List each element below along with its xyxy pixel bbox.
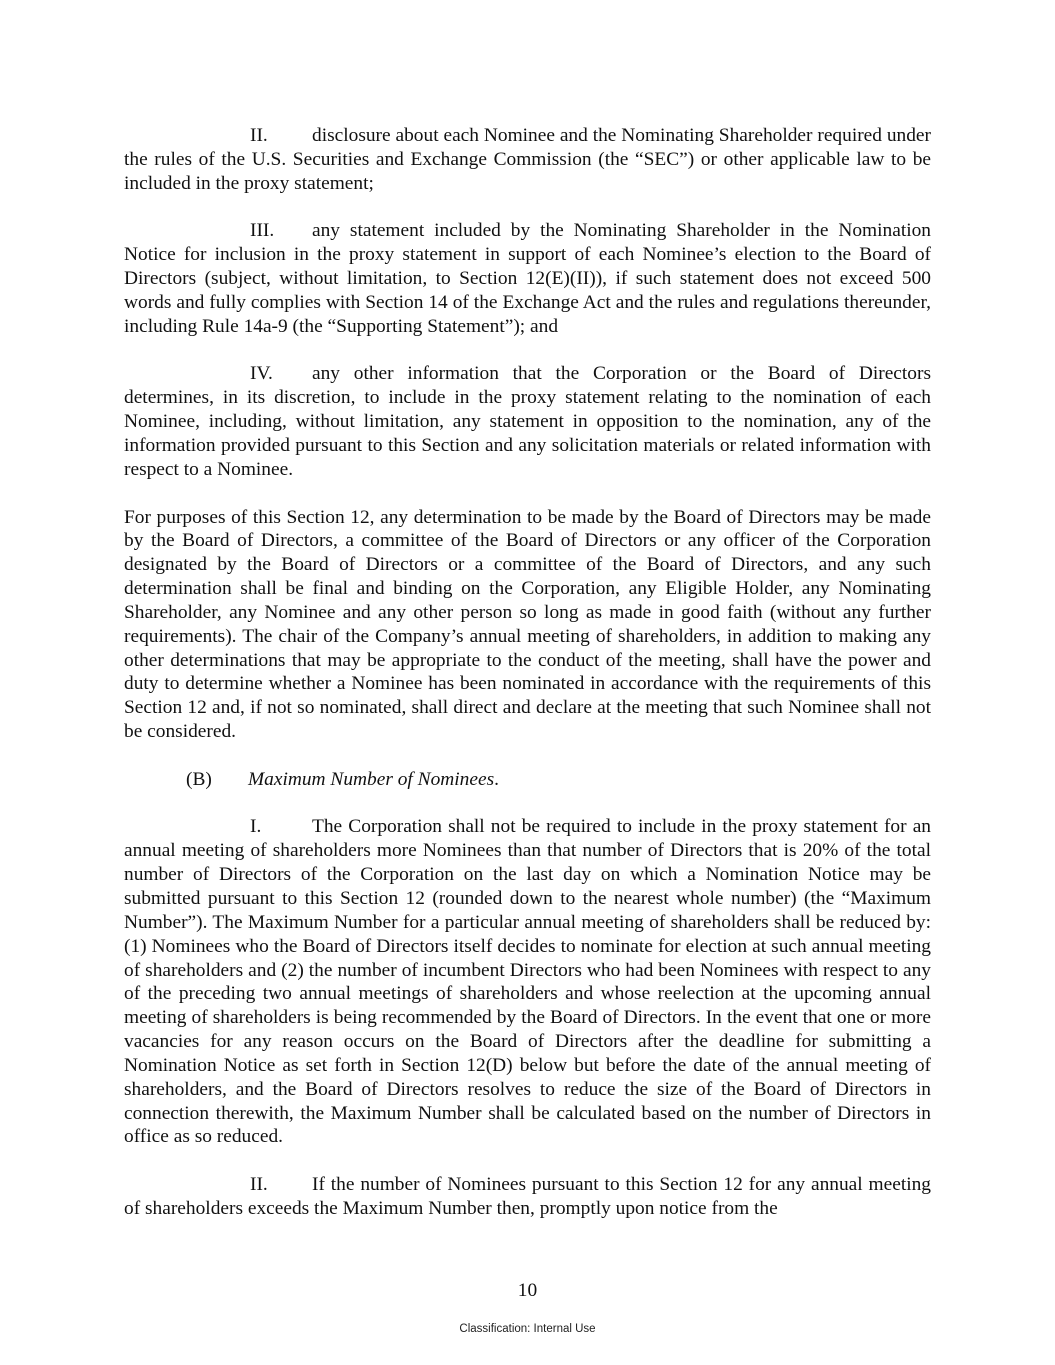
document-body: [124, 124, 931, 1245]
heading-number: (B): [186, 768, 212, 790]
paragraph-number: II.: [250, 125, 268, 146]
section-heading-b: [124, 768, 931, 792]
paragraph-text: disclosure about each Nominee and the Nominating Shareholder required under the rules of the U.S. Securities and Exchange Commission (the “SEC”) or other applicable law to be included in the proxy statement;: [124, 125, 931, 194]
paragraph-text: any statement included by the Nominating Shareholder in the Nomination Notice for inclusion in the proxy statement in support of each Nominee’s election to the Board of Directors (subject, without limitation, to Section 12(E)(II)), if such statement does not exceed 500 words and fully complies with Section 14 of the Exchange Act and the rules and regulations thereunder, including Rule 14a-9 (the “Supporting Statement”); and: [124, 220, 931, 337]
paragraph-ii: [124, 124, 931, 196]
page-number: 10: [517, 1280, 538, 1301]
paragraph-number: IV.: [250, 363, 273, 385]
paragraph-b-ii: [124, 1173, 931, 1221]
paragraph-purposes: [124, 506, 931, 744]
heading-trail: .: [494, 768, 499, 790]
paragraph-text: The Corporation shall not be required to include in the proxy statement for an annual meeting of shareholders more Nominees than that number of Directors that is 20% of the total number of Directors of the Corporation on the last day on which a Nomination Notice may be submitted pursuant to this Section 12 (rounded down to the nearest whole number) (the “Maximum Number”). The Maximum Number for a particular annual meeting of shareholders shall be reduced by: (1) Nominees who the Board of Directors itself decides to nominate for election at such annual meeting of shareholders and (2) the number of incumbent Directors who had been Nominees with respect to any of the preceding two annual meetings of shareholders and whose reelection at the upcoming annual meeting of shareholders is being recommended by the Board of Directors. In the event that one or more vacancies for any reason occurs on the Board of Directors after the deadline for submitting a Nomination Notice as set forth in Section 12(D) below but before the date of the annual meeting of shareholders, and the Board of Directors resolves to reduce the size of the Board of Directors in connection therewith, the Maximum Number shall be calculated based on the number of Directors in office as so reduced.: [124, 816, 931, 1148]
paragraph-number: I.: [250, 816, 262, 838]
paragraph-text: any other information that the Corporation or the Board of Directors determines, in its discretion, to include in the proxy statement relating to the nomination of each Nominee, including, without limitation, any statement in opposition to the nomination, any of the information provided pursuant to this Section and any solicitation materials or related information with respect to a Nominee.: [124, 363, 931, 480]
paragraph-b-i: [124, 815, 931, 1149]
paragraph-number: III.: [250, 220, 275, 242]
paragraph-text: If the number of Nominees pursuant to this Section 12 for any annual meeting of shareholders exceeds the Maximum Number then, promptly upon notice from the: [124, 1174, 931, 1219]
paragraph-number: II.: [250, 1174, 268, 1196]
paragraph-iii: [124, 219, 931, 338]
paragraph-iv: [124, 362, 931, 481]
classification-label: Classification: Internal Use: [459, 1323, 596, 1335]
heading-title: Maximum Number of Nominees: [248, 768, 495, 790]
paragraph-text: For purposes of this Section 12, any determination to be made by the Board of Directors may be made by the Board of Directors, a committee of the Board of Directors or any officer of the Corporation designated by the Board of Directors or a committee of the Board of Directors, and any such determination shall be final and binding on the Corporation, any Eligible Holder, any Nominating Shareholder, any Nominee and any other person so long as made in good faith (without any further requirements). The chair of the Company’s annual meeting of shareholders, in addition to making any other determinations that may be appropriate to the conduct of the meeting, shall have the power and duty to determine whether a Nominee has been nominated in accordance with the requirements of this Section 12 and, if not so nominated, shall direct and declare at the meeting that such Nominee shall not be considered.: [124, 506, 931, 743]
